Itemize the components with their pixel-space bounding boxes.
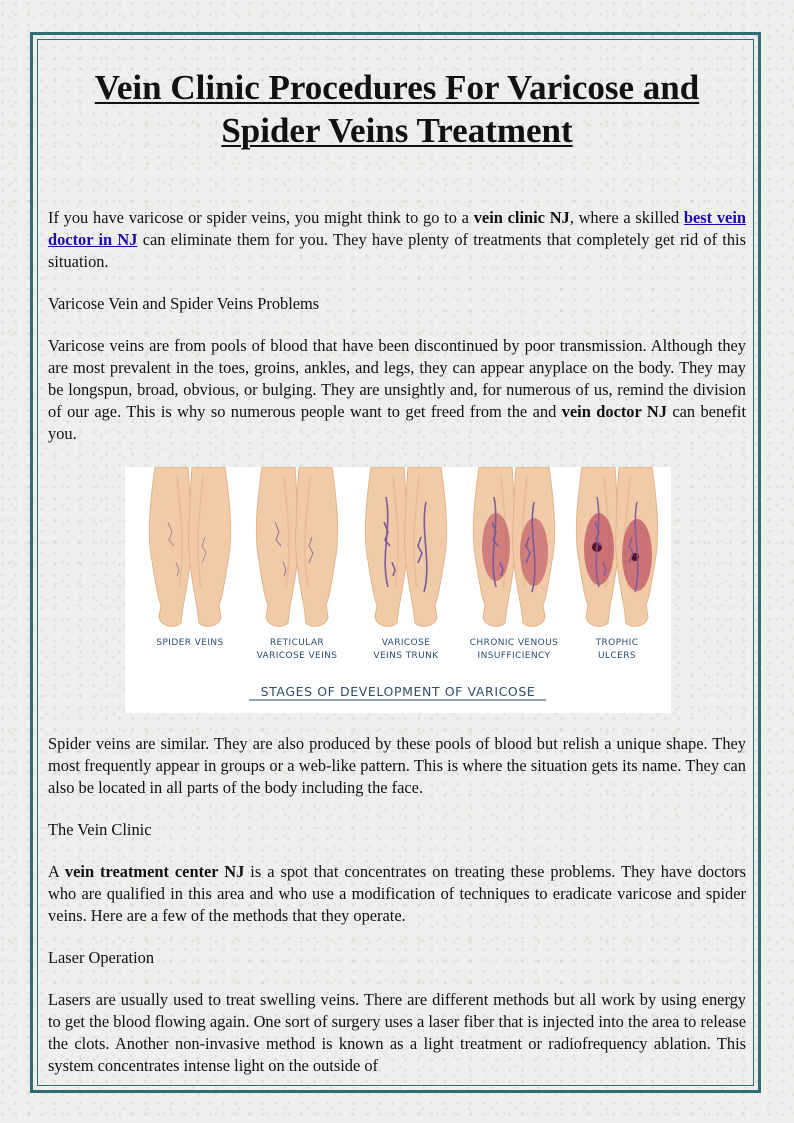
- leg-pair-4: [473, 467, 554, 626]
- right-leg-2: [296, 467, 338, 626]
- right-leg-1: [189, 467, 231, 626]
- leg-pair-5: [576, 467, 657, 626]
- figure-caption: STAGES OF DEVELOPMENT OF VARICOSE: [260, 684, 536, 699]
- page-title: Vein Clinic Procedures For Varicose and Spider Veins Treatment: [94, 68, 700, 150]
- best-vein-doctor-link[interactable]: best vein doctor in NJ: [48, 208, 746, 249]
- legs-svg: [125, 467, 671, 713]
- keyword-vein-doctor: vein doctor NJ: [561, 402, 667, 421]
- stage-label-5-line1: TROPHIC: [595, 638, 639, 648]
- stage-label-5-line2: ULCERS: [598, 651, 636, 661]
- stage-label-4-line1: CHRONIC VENOUS: [469, 638, 559, 648]
- stage-label-1-line1: SPIDER VEINS: [156, 638, 224, 648]
- varicose-stages-illustration: [125, 467, 671, 713]
- stage-label-3-line2: VEINS TRUNK: [373, 651, 439, 661]
- stage-label-3-line1: VARICOSE: [381, 638, 431, 648]
- section-heading-vein-clinic: The Vein Clinic: [48, 820, 152, 839]
- legs-group: [149, 467, 657, 626]
- leg-pair-3: [365, 467, 446, 626]
- left-leg-1: [149, 467, 191, 626]
- problems-paragraph: Varicose veins are from pools of blood that have been discontinued by poor transmission. Although they are most prevalent in the toes, groins, ankles, and legs, they can appear anyplace on the body. They may be longspun, broad, obvious, or bulging. They are unsightly and, for numerous of us, remind the division of our age. This is why so numerous people want to get freed from the and vein doctor NJ can benefit you.: [48, 336, 746, 443]
- left-leg-2: [256, 467, 298, 626]
- section-heading-laser: Laser Operation: [48, 948, 155, 967]
- intro-paragraph: If you have varicose or spider veins, you might think to go to a vein clinic NJ, where a skilled best vein doctor in NJ can eliminate them for you. They have plenty of treatments that completely get rid of this situation.: [48, 208, 746, 271]
- section-heading-problems: Varicose Vein and Spider Veins Problems: [48, 294, 320, 313]
- leg-pair-2: [256, 467, 337, 626]
- stage-label-2-line2: VARICOSE VEINS: [256, 651, 338, 661]
- labels-group: [156, 638, 638, 661]
- laser-paragraph: Lasers are usually used to treat swelling veins. There are different methods but all work by using energy to get the blood flowing again. One sort of surgery uses a laser fiber that is injected into the area to release the clots. Another non-invasive method is known as a light treatment or radiofrequency ablation. This system concentrates intense light on the outside of: [48, 990, 746, 1075]
- document-body: [48, 66, 746, 1077]
- vein-clinic-paragraph: A vein treatment center NJ is a spot that concentrates on treating these problems. They have doctors who are qualified in this area and who use a modification of techniques to eradicate varicose and spider veins. Here are a few of the methods that they operate.: [48, 862, 746, 925]
- leg-pair-1: [149, 467, 230, 626]
- keyword-vein-treatment-center: vein treatment center NJ: [64, 862, 245, 881]
- stage-label-4-line2: INSUFFICIENCY: [477, 651, 551, 661]
- stage-label-2-line1: RETICULAR: [269, 638, 325, 648]
- keyword-vein-clinic: vein clinic NJ: [473, 208, 570, 227]
- spider-veins-paragraph: Spider veins are similar. They are also produced by these pools of blood but relish a unique shape. They most frequently appear in groups or a web-like pattern. This is where the situation gets its name. They can also be located in all parts of the body including the face.: [48, 734, 746, 797]
